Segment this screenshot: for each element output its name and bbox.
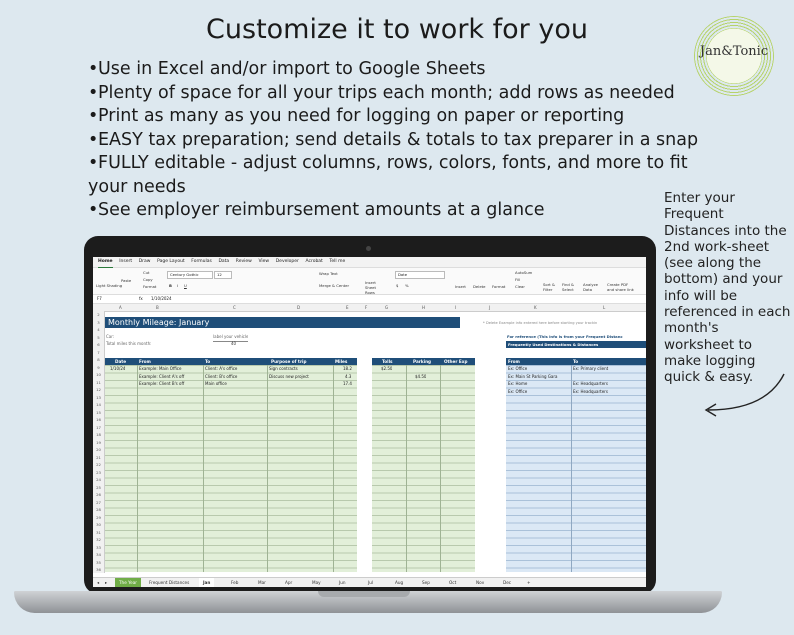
header-miles: Miles	[335, 359, 348, 364]
delete-example-note: * Delete Example info entered here before starting your trackin	[483, 321, 598, 325]
currency-button[interactable]: $	[396, 283, 399, 288]
table-header-main	[105, 358, 357, 365]
header-parking: Parking	[413, 359, 432, 364]
tab-acrobat[interactable]: Acrobat	[305, 259, 323, 264]
feature-item: •Use in Excel and/or import to Google Sheets	[88, 59, 486, 79]
sort-filter-button[interactable]: Sort & Filter	[543, 282, 555, 292]
tab-view[interactable]: View	[258, 259, 270, 264]
side-note: Enter your Frequent Distances into the 2nd work-sheet (see along the bottom) and your info will be referenced in each month's worksheet to make logging quick & easy.	[664, 190, 791, 386]
tab-page-layout[interactable]: Page Layout	[157, 259, 185, 264]
delete-cells-button[interactable]: Delete	[473, 284, 486, 289]
underline-button[interactable]: U	[184, 283, 187, 288]
grid-line	[267, 365, 268, 572]
sheet-tab-frequent-distances[interactable]: Frequent Distances	[149, 580, 190, 585]
row-number[interactable]: 36	[96, 567, 101, 572]
column-header[interactable]: I	[455, 305, 457, 310]
table-cell[interactable]: Example: Client A's off	[139, 373, 185, 379]
column-header[interactable]: K	[534, 305, 537, 310]
column-header[interactable]: D	[297, 305, 301, 310]
row-number[interactable]: 34	[96, 552, 101, 557]
ref-cell[interactable]: Ex: Headquarters	[573, 381, 608, 386]
sheet-tab-the-year[interactable]: The Year	[115, 578, 141, 587]
ref-cell[interactable]: Ex: Main St Parking Gara	[508, 373, 558, 379]
grid-line	[406, 365, 407, 572]
header-ref-to: To	[573, 359, 579, 364]
column-header[interactable]: L	[603, 305, 606, 310]
excel-window	[93, 257, 646, 587]
copy-button[interactable]: Copy	[143, 277, 153, 282]
row-number[interactable]: 14	[96, 402, 101, 407]
sheet-tab-may[interactable]: May	[312, 580, 321, 585]
tab-formulas[interactable]: Formulas	[191, 259, 212, 264]
formula-icon: fx	[139, 296, 143, 301]
tab-review[interactable]: Review	[235, 259, 252, 264]
ref-cell[interactable]: Ex: Headquarters	[573, 388, 608, 394]
font-size-select[interactable]: 12	[214, 271, 232, 279]
row-number[interactable]: 17	[96, 424, 101, 430]
row-number[interactable]: 10	[96, 372, 101, 377]
row-number[interactable]: 3	[97, 319, 100, 325]
row-number[interactable]: 21	[96, 454, 101, 460]
merge-center-button[interactable]: Merge & Center	[319, 283, 350, 288]
sheet-tab-dec[interactable]: Dec	[503, 580, 512, 585]
reference-title-bar	[506, 341, 646, 348]
font-select[interactable]: Century Gothic	[167, 271, 213, 279]
column-header[interactable]: J	[489, 305, 491, 310]
grid-line	[203, 365, 204, 572]
feature-list	[88, 58, 698, 223]
tab-draw[interactable]: Draw	[138, 259, 151, 264]
row-number[interactable]: 7	[97, 349, 100, 355]
column-header[interactable]: H	[422, 305, 426, 310]
row-number[interactable]: 32	[96, 537, 101, 542]
row-number[interactable]: 25	[96, 484, 101, 490]
row-number[interactable]: 28	[96, 507, 101, 512]
table-cell[interactable]: Client: A's office	[205, 366, 238, 371]
table-cell[interactable]: Client: B's office	[205, 373, 238, 379]
grid-line	[571, 365, 572, 572]
ref-cell[interactable]: Ex: Home	[508, 381, 528, 386]
table-cell[interactable]: Sign contracts	[269, 366, 298, 371]
italic-button[interactable]: I	[177, 283, 179, 288]
row-number[interactable]: 35	[96, 559, 101, 565]
formula-input[interactable]: 1/10/2024	[151, 296, 172, 301]
row-number[interactable]: 2	[97, 312, 100, 317]
column-header[interactable]: G	[385, 305, 389, 310]
name-box[interactable]: F7	[97, 296, 102, 301]
ref-cell[interactable]: Ex: Office	[508, 366, 528, 371]
feature-item: •Print as many as you need for logging on paper or reporting	[88, 106, 625, 126]
table-cell[interactable]: 1/10/24	[110, 366, 126, 371]
feature-item: •EASY tax preparation; send details & totals to tax preparer in a snap	[88, 129, 699, 150]
row-number[interactable]: 15	[96, 409, 101, 415]
tab-data[interactable]: Data	[218, 259, 230, 264]
sheet-tab-mar[interactable]: Mar	[258, 580, 266, 585]
sheet-title: Monthly Mileage: January	[105, 317, 460, 328]
header-other-exp: Other Exp	[444, 359, 468, 364]
table-header-reference	[506, 358, 646, 365]
row-number[interactable]: 18	[96, 432, 101, 437]
row-number[interactable]: 8	[97, 357, 100, 362]
row-number[interactable]: 33	[96, 544, 101, 550]
tab-insert[interactable]: Insert	[119, 259, 133, 264]
feature-item: •Plenty of space for all your trips each month; add rows as needed	[88, 82, 675, 103]
column-header[interactable]: B	[156, 305, 159, 310]
row-number[interactable]: 9	[97, 364, 100, 370]
header-from: From	[139, 359, 151, 364]
row-number[interactable]: 12	[96, 387, 101, 392]
car-value[interactable]: label your vehicle	[213, 333, 248, 342]
formula-bar	[93, 295, 646, 304]
column-headers	[93, 304, 646, 312]
feature-item: •See employer reimbursement amounts at a glance	[88, 200, 545, 220]
table-cell[interactable]: Main office	[205, 381, 227, 386]
row-number[interactable]: 30	[96, 522, 101, 527]
logo-text: Jan&Tonic	[699, 44, 769, 59]
ref-cell[interactable]: Ex: Office	[508, 388, 528, 394]
sheet-tab-aug[interactable]: Aug	[395, 580, 404, 585]
expenses-area[interactable]	[372, 365, 475, 572]
autosum-button[interactable]: AutoSum	[515, 270, 533, 275]
tab-home[interactable]: Home	[98, 257, 113, 268]
feature-item: •FULLY editable - adjust columns, rows, colors, fonts, and more to fit	[88, 153, 688, 173]
headline: Customize it to work for you	[206, 14, 588, 45]
sheet-tab-apr[interactable]: Apr	[285, 580, 293, 585]
insert-cells-button[interactable]: Insert	[455, 284, 466, 289]
create-pdf-button[interactable]: Create PDF and share link	[607, 282, 634, 292]
paste-button[interactable]: Paste	[121, 278, 132, 283]
prev-sheet-icon[interactable]: ◂	[97, 580, 100, 585]
find-select-button[interactable]: Find & Select	[562, 282, 574, 292]
row-number[interactable]: 11	[96, 379, 101, 385]
format-painter-button[interactable]: Format	[143, 284, 157, 289]
header-tolls: Tolls	[382, 359, 393, 364]
row-number[interactable]: 26	[96, 492, 101, 497]
light-shading-button[interactable]: Light Shading	[96, 283, 123, 288]
column-header[interactable]: A	[119, 305, 122, 310]
sheet-tab-jun[interactable]: Jun	[339, 580, 346, 585]
row-number[interactable]: 22	[96, 462, 101, 467]
row-number[interactable]: 6	[97, 342, 100, 347]
total-miles-label: Total miles this month:	[106, 341, 152, 346]
trip-log-area[interactable]	[105, 365, 357, 572]
row-headers	[93, 311, 105, 573]
feature-item-continued: your needs	[88, 176, 186, 197]
table-cell[interactable]: $4.50	[415, 373, 427, 379]
add-sheet-button[interactable]: +	[527, 580, 531, 585]
row-number[interactable]: 4	[97, 327, 100, 332]
total-miles-value: 40	[231, 341, 237, 346]
table-cell[interactable]: $2.50	[381, 366, 393, 371]
row-number[interactable]: 27	[96, 499, 101, 505]
bold-button[interactable]: B	[169, 283, 172, 288]
sheet-tabs	[93, 577, 646, 587]
table-cell[interactable]: 18.2	[343, 366, 352, 371]
row-number[interactable]: 31	[96, 529, 101, 535]
sheet-tab-jan[interactable]: Jan	[199, 578, 214, 587]
number-format-select[interactable]: Date	[395, 271, 445, 279]
row-number[interactable]: 19	[96, 439, 101, 445]
wrap-text-button[interactable]: Wrap Text	[319, 271, 338, 276]
header-purpose: Purpose of trip	[271, 359, 307, 364]
cut-button[interactable]: Cut	[143, 270, 150, 275]
row-number[interactable]: 13	[96, 394, 101, 400]
row-number[interactable]: 5	[97, 334, 100, 340]
clear-button[interactable]: Clear	[515, 284, 525, 289]
laptop-notch	[318, 591, 410, 597]
header-date: Date	[115, 359, 127, 364]
percent-button[interactable]: %	[405, 283, 409, 288]
brand-logo	[694, 16, 774, 96]
sheet-tab-feb[interactable]: Feb	[231, 580, 239, 585]
table-cell[interactable]: 17.4	[343, 381, 352, 386]
fill-button[interactable]: Fill	[515, 277, 521, 282]
header-ref-from: From	[508, 359, 520, 364]
car-label: Car:	[106, 334, 115, 339]
sheet-tab-nov[interactable]: Nov	[476, 580, 485, 585]
grid-line	[333, 365, 334, 572]
row-number[interactable]: 16	[96, 417, 101, 422]
row-number[interactable]: 20	[96, 447, 101, 452]
camera-icon	[366, 246, 371, 251]
ribbon	[93, 268, 646, 295]
insert-sheet-rows-button[interactable]: Insert Sheet Rows	[365, 280, 376, 295]
tab-tell-me[interactable]: Tell me	[329, 259, 346, 264]
grid-line	[137, 365, 138, 572]
format-cells-button[interactable]: Format	[492, 284, 506, 289]
sheet-tab-jul[interactable]: Jul	[368, 580, 374, 585]
header-to: To	[205, 359, 211, 364]
table-cell[interactable]: Discuss new project	[269, 373, 309, 379]
reference-area[interactable]	[506, 365, 646, 572]
row-number[interactable]: 29	[96, 514, 101, 520]
ref-cell[interactable]: Ex: Primary client	[573, 366, 609, 371]
column-header[interactable]: F	[365, 305, 368, 310]
reference-note: For reference (This info is from your Frequent Distanc	[507, 334, 623, 339]
reference-title: Frequently Used Destinations & Distances	[508, 342, 599, 347]
row-number[interactable]: 24	[96, 477, 101, 482]
column-header[interactable]: E	[346, 305, 349, 310]
row-number[interactable]: 23	[96, 469, 101, 475]
next-sheet-icon[interactable]: ▸	[105, 580, 108, 585]
column-header[interactable]: C	[233, 305, 236, 310]
sheet-tab-sep[interactable]: Sep	[422, 580, 430, 585]
sheet-tab-oct[interactable]: Oct	[449, 580, 457, 585]
grid-line	[440, 365, 441, 572]
tab-developer[interactable]: Developer	[275, 259, 299, 264]
table-cell[interactable]: Example: Client B's off	[139, 381, 185, 386]
table-header-expenses	[372, 358, 475, 365]
table-cell[interactable]: 4.3	[345, 373, 352, 379]
curved-arrow-icon	[700, 372, 790, 422]
table-cell[interactable]: Example: Main Office	[139, 366, 182, 371]
analyze-data-button[interactable]: Analyze Data	[583, 282, 598, 292]
ribbon-tabs	[93, 257, 646, 268]
